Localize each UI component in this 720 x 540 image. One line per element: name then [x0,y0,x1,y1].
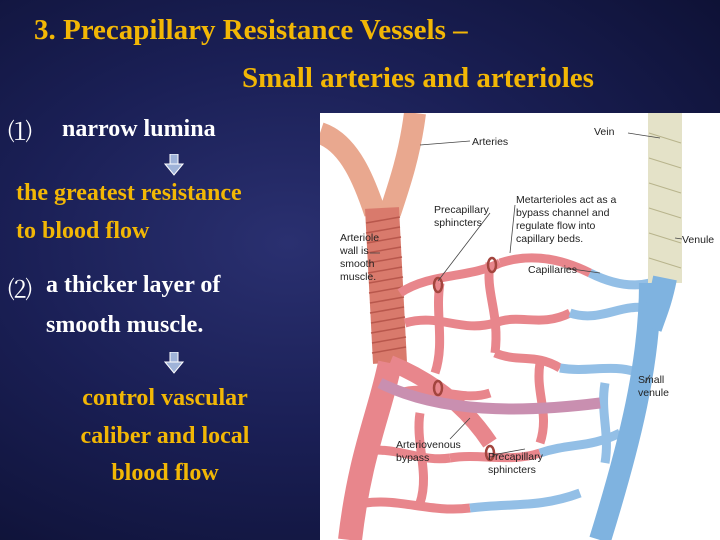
label-precapillary-top-1: Precapillary [434,204,489,216]
label-metarterioles-1: Metarterioles act as a [516,194,617,206]
label-precapillary-bottom-1: Precapillary [488,451,543,463]
label-precapillary-top-2: sphincters [434,217,482,229]
label-capillaries: Capillaries [528,264,578,276]
page-title-line-2: Small arteries and arterioles [242,62,594,94]
label-small-venule-2: venule [638,387,669,399]
point-1-result-line-2: to blood flow [16,218,150,244]
point-2-result-line-1: control vascular [82,385,248,411]
artery-branch-right [390,113,415,213]
label-metarterioles-4: capillary beds. [516,233,584,245]
down-arrow-icon [164,154,184,176]
venule-join [650,278,665,328]
label-precapillary-bottom-2: sphincters [488,464,536,476]
label-av-bypass-2: bypass [396,452,430,464]
down-arrow-icon [164,352,184,374]
point-1-text: narrow lumina [62,116,216,142]
point-1-result-line-1: the greatest resistance [16,180,242,206]
label-arteriole-wall-1: Arteriole [340,232,380,244]
point-2-text-line-1: a thicker layer of [46,272,221,298]
point-2-number: ⑵ [8,276,32,304]
point-2-text-line-2: smooth muscle. [46,312,204,338]
label-metarterioles-3: regulate flow into [516,220,596,232]
point-1-number: ⑴ [8,118,32,146]
label-av-bypass-1: Arteriovenous [396,439,461,451]
artery-branch-left [320,133,375,213]
label-arteriole-wall-3: smooth [340,258,375,270]
label-small-venule-1: Small [638,374,665,386]
microcirculation-diagram [320,113,720,540]
label-arteriole-wall-2: wall is [340,245,369,257]
label-arteriole-wall-4: muscle. [340,271,377,283]
label-vein: Vein [594,126,615,138]
capillary-bed-illustration [320,113,720,540]
label-venule: Venule [682,234,715,246]
point-2-result-line-3: blood flow [111,460,219,486]
page-title-line-1: 3. Precapillary Resistance Vessels – [34,14,468,46]
point-2-result-line-2: caliber and local [80,423,250,449]
label-metarterioles-2: bypass channel and [516,207,610,219]
label-arteries: Arteries [472,136,509,148]
